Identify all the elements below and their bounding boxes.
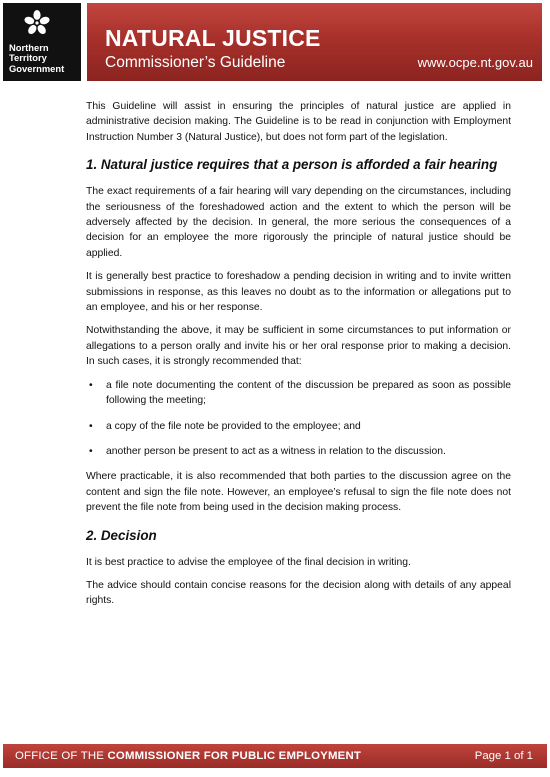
section-1-paragraph-3: Notwithstanding the above, it may be sufficient in some circumstances to put information or allegations to a person orally and invite his or her oral response prior to making a decision. In such cases, it is strongly recommended that: bbox=[86, 325, 511, 368]
footer-bar bbox=[3, 744, 547, 768]
section-2-heading: 2. Decision bbox=[86, 527, 157, 543]
bullet-icon: • bbox=[89, 420, 93, 432]
recommendation-list bbox=[86, 378, 511, 460]
document-subtitle: Commissioner’s Guideline bbox=[105, 54, 286, 71]
list-item bbox=[86, 419, 511, 434]
bullet-icon: • bbox=[89, 379, 93, 391]
section-2-paragraph-1: It is best practice to advise the employee of the final decision in writing. bbox=[86, 556, 411, 568]
nt-government-logo bbox=[3, 3, 81, 81]
page-number: Page 1 of 1 bbox=[474, 750, 533, 762]
page-header bbox=[0, 0, 550, 109]
footer-office-name bbox=[15, 750, 361, 762]
list-item-text: another person be present to act as a witness in relation to the discussion. bbox=[106, 445, 446, 457]
page-footer bbox=[0, 740, 550, 777]
section-1-paragraph-2: It is generally best practice to foreshadow a pending decision in writing and to invite written submissions in response, as this leaves no doubt as to the information or allegations put to an employee, and his or her response. bbox=[86, 271, 511, 314]
section-1-heading: 1. Natural justice requires that a person is afforded a fair hearing bbox=[86, 157, 498, 173]
footer-office-prefix: OFFICE OF THE bbox=[15, 750, 108, 762]
list-item bbox=[86, 378, 511, 409]
section-2-paragraph-2: The advice should contain concise reasons for the decision along with details of any appeal rights. bbox=[86, 579, 511, 607]
footer-office-bold: COMMISSIONER FOR PUBLIC EMPLOYMENT bbox=[107, 750, 362, 762]
document-body bbox=[86, 99, 511, 617]
website-url[interactable]: www.ocpe.nt.gov.au bbox=[417, 55, 533, 70]
document-title: NATURAL JUSTICE bbox=[105, 25, 321, 51]
section-1-paragraph-1: The exact requirements of a fair hearing will vary depending on the circumstances, including the seriousness of the foreshadowed action and the extent to which the person will be adversely affected by the decision. In general, the more serious the consequences of a decision for an employee the more rigorously the principle of natural justice should be applied. bbox=[86, 186, 511, 259]
title-banner bbox=[87, 3, 542, 81]
section-1-paragraph-4: Where practicable, it is also recommended that both parties to the discussion agree on the content and sign the file note. However, an employee’s refusal to sign the file note does not prevent the file note from being used in the decision making process. bbox=[86, 471, 511, 514]
nt-government-flower-icon bbox=[24, 10, 50, 36]
bullet-icon: • bbox=[89, 445, 93, 457]
list-item bbox=[86, 444, 511, 459]
logo-text: Northern Territory Government bbox=[9, 42, 65, 74]
intro-paragraph: This Guideline will assist in ensuring the principles of natural justice are applied in administrative decision making. The Guideline is to be read in conjunction with Employment Instruction Number 3 (Natural Justice), but does not form part of the legislation. bbox=[86, 101, 511, 143]
list-item-text: a copy of the file note be provided to the employee; and bbox=[106, 420, 361, 432]
list-item-text: a file note documenting the content of the discussion be prepared as soon as possible following the meeting; bbox=[106, 379, 511, 407]
